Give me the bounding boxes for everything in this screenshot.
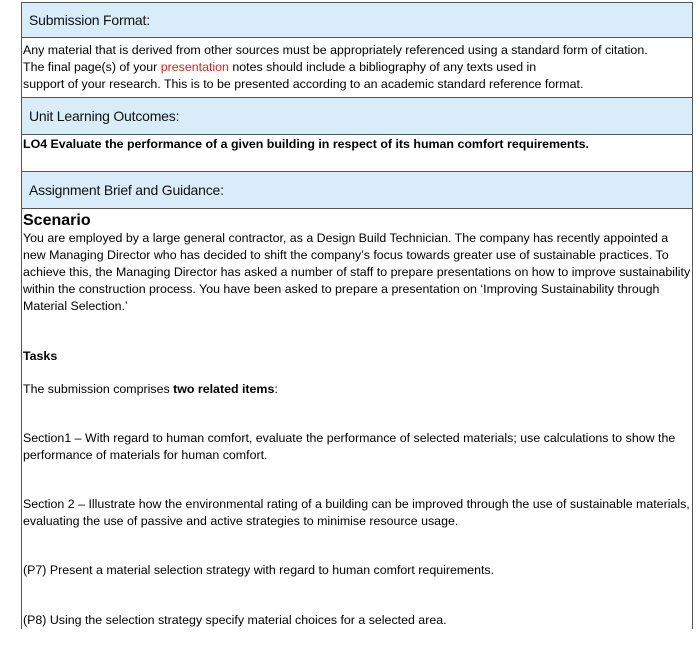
submission-format-line-2: The final page(s) of your presentation notes should include a bibliography of any texts used in: [23, 60, 537, 74]
learning-outcome-lo4: LO4 Evaluate the performance of a given building in respect of its human comfort requirements.: [23, 137, 589, 151]
submission-format-header-text: Submission Format:: [29, 12, 150, 28]
submission-format-line-1: Any material that is derived from other sources must be appropriately referenced using a standard form of citation.: [23, 43, 648, 57]
two-related-items: two related items: [173, 382, 275, 396]
assignment-brief-header-text: Assignment Brief and Guidance:: [29, 182, 224, 198]
section-1: Section1 – With regard to human comfort, evaluate the performance of selected materials; use calculations to show the performance of materials for human comfort.: [23, 431, 676, 462]
assignment-document: [21, 2, 693, 629]
task-p7: (P7) Present a material selection strategy with regard to human comfort requirements.: [23, 563, 495, 577]
section-2: Section 2 – Illustrate how the environmental rating of a building can be improved through the use of sustainable materials, evaluating the use of passive and active strategies to minimise resource usage.: [23, 497, 690, 528]
presentation-highlight: presentation: [160, 60, 229, 74]
scenario-title: Scenario: [23, 212, 91, 229]
tasks-title: Tasks: [23, 349, 58, 363]
submission-items: The submission comprises two related items:: [23, 382, 278, 396]
submission-format-header: [22, 2, 692, 38]
scenario-text: You are employed by a large general contractor, as a Design Build Technician. The company has recently appointed a new Managing Director who has decided to shift the company’s focus towards greater use of sustainable practices. To achieve this, the Managing Director has asked a number of staff to prepare presentations on how to improve sustainability within the construction process. You have been asked to prepare a presentation on ‘Improving Sustainability through Material Selection.’: [23, 231, 691, 313]
learning-outcomes-header-text: Unit Learning Outcomes:: [29, 108, 180, 124]
assignment-body: [22, 209, 692, 629]
submission-format-line-3: support of your research. This is to be presented according to an academic standard reference format.: [23, 77, 584, 91]
task-p8: (P8) Using the selection strategy specify material choices for a selected area.: [23, 613, 447, 627]
submission-format-body: [22, 38, 692, 97]
learning-outcomes-header: [22, 97, 692, 135]
assignment-brief-header: [22, 171, 692, 209]
